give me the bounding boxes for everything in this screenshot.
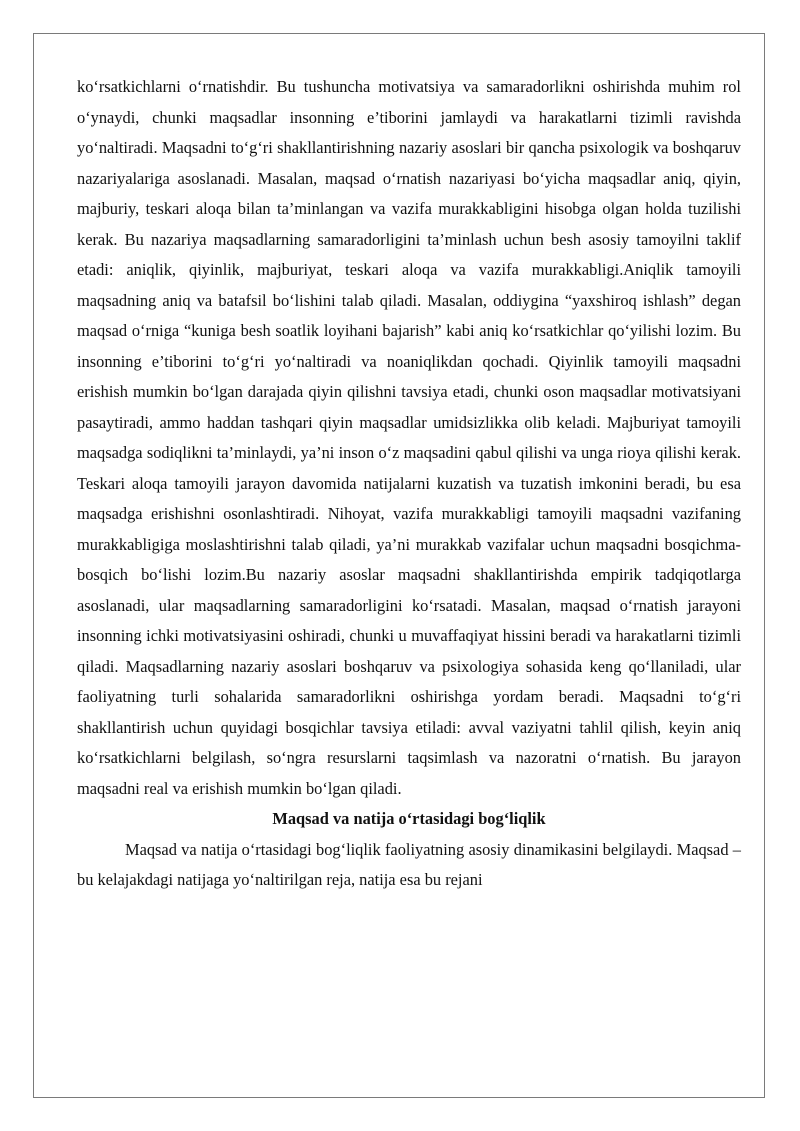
body-paragraph: Maqsad va natija o‘rtasidagi bog‘liqlik faoliyatning asosiy dinamikasini belgilaydi. Maqsad – bu kelajakdagi natijaga yo‘naltirilgan reja, natija esa bu rejani xyxy=(77,839,741,889)
body-paragraph: ko‘rsatkichlarni o‘rnatishdir. Bu tushuncha motivatsiya va samaradorlikni oshirishda muhim rol o‘ynaydi, chunki maqsadlar insonning e’tiborini jamlaydi va harakatlarni tizimli ravishda yo‘naltiradi. Maqsadni to‘g‘ri shakllantirishning nazariy asoslari bir qancha psixologik va boshqaruv nazariyalariga asoslanadi. Masalan, maqsad o‘rnatish nazariyasi bo‘yicha maqsadlar aniq, qiyin, majburiy, teskari aloqa bilan ta’minlangan va vazifa murakkabligini hisobga olgan holda tuzilishi kerak. Bu nazariya maqsadlarning samaradorligini ta’minlash uchun besh asosiy tamoyilni taklif etadi: aniqlik, qiyinlik, majburiyat, teskari aloqa va vazifa murakkabligi.Aniqlik tamoyili maqsadning aniq va batafsil bo‘lishini talab qiladi. Masalan, oddiygina “yaxshiroq ishlash” degan maqsad o‘rniga “kuniga besh soatlik loyihani bajarish” kabi aniq ko‘rsatkichlar qo‘yilishi lozim. Bu insonning e’tiborini to‘g‘ri yo‘naltiradi va noaniqlikdan qochadi. Qiyinlik tamoyili maqsadni erishish mumkin bo‘lgan darajada qiyin qilishni tavsiya etadi, chunki oson maqsadlar motivatsiyani pasaytiradi, ammo haddan tashqari qiyin maqsadlar umidsizlikka olib keladi. Majburiyat tamoyili maqsadga sodiqlikni ta’minlaydi, ya’ni inson o‘z maqsadini qabul qilishi va unga rioya qilishi kerak. Teskari aloqa tamoyili jarayon davomida natijalarni kuzatish va tuzatish imkonini beradi, bu esa maqsadga erishishni osonlashtiradi. Nihoyat, vazifa murakkabligi tamoyili maqsadni vazifaning murakkabligiga moslashtirishni talab qiladi, ya’ni murakkab vazifalar uchun maqsadni bosqichma-bosqich bo‘lishi lozim.Bu nazariy asoslar maqsadni shakllantirishda empirik tadqiqotlarga asoslanadi, ular maqsadlarning samaradorligini ko‘rsatadi. Masalan, maqsad o‘rnatish jarayoni insonning ichki motivatsiyasini oshiradi, chunki u muvaffaqiyat hissini beradi va harakatlarni tizimli qiladi. Maqsadlarning nazariy asoslari boshqaruv va psixologiya sohasida keng qo‘llaniladi, ular faoliyatning turli sohalarida samaradorlikni oshirishga yordam beradi. Maqsadni to‘g‘ri shakllantirish uchun quyidagi bosqichlar tavsiya etiladi: avval vaziyatni tahlil qilish, keyin aniq ko‘rsatkichlarni belgilash, so‘ngra resurslarni taqsimlash va nazoratni o‘rnatish. Bu jarayon maqsadni real va erishish mumkin bo‘lgan qiladi. xyxy=(77,77,741,798)
document-body xyxy=(77,72,741,896)
section-heading: Maqsad va natija o‘rtasidagi bog‘liqlik xyxy=(272,809,546,828)
